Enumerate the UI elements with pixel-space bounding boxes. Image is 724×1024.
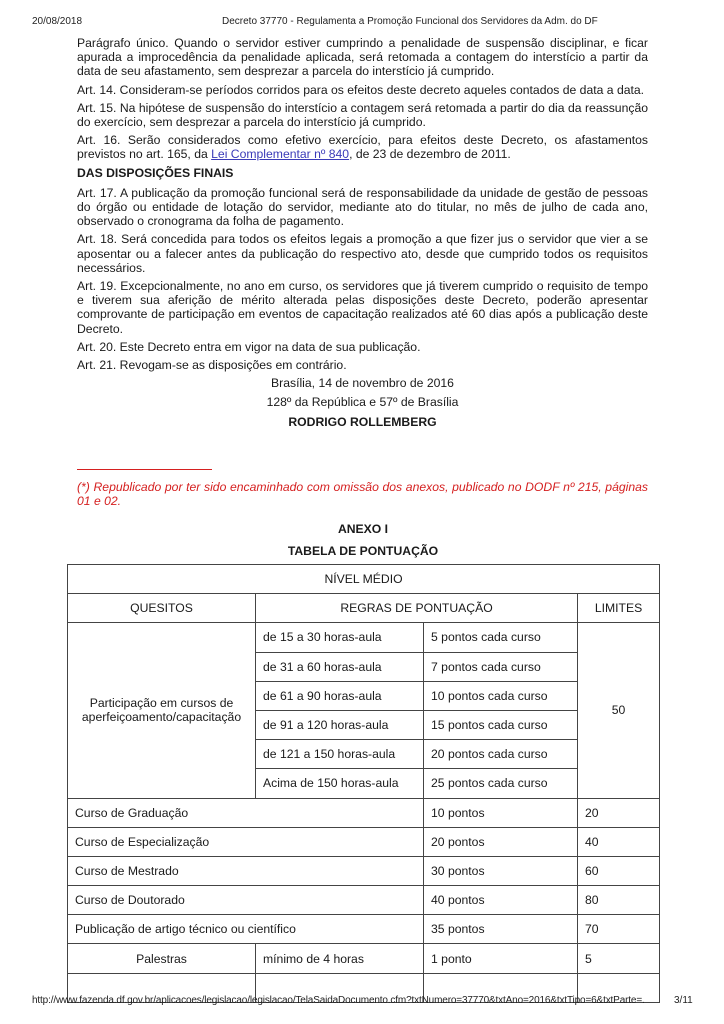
article-18: Art. 18. Será concedida para todos os efeitos legais a promoção a que fizer jus o servidor que vier a se aposentar ou a falecer antes da publicação do respectivo ato, desde que cumprido todos os requisitos necessários. — [77, 232, 648, 275]
table-cell: Curso de Mestrado — [68, 856, 424, 885]
place-date: Brasília, 14 de novembro de 2016 — [271, 376, 454, 391]
article-14: Art. 14. Consideram-se períodos corridos para os efeitos deste decreto aqueles contados de data a data. — [77, 82, 645, 97]
column-header: REGRAS DE PONTUAÇÃO — [256, 594, 578, 623]
table-cell: Palestras — [68, 944, 256, 973]
table-row — [68, 886, 660, 915]
paragrafo-unico: Parágrafo único. Quando o servidor estiver cumprindo a penalidade de suspensão disciplinar, e ficar apurada a improcedência da penalidade aplicada, será retomada a contagem do interstício a partir da data de seu afastamento, sem desprezar a parcela do interstício já cumprido. — [77, 36, 648, 79]
table-row — [68, 944, 660, 973]
document-title: Decreto 37770 - Regulamenta a Promoção Funcional dos Servidores da Adm. do DF — [222, 16, 598, 27]
table-cell: 10 pontos cada curso — [424, 681, 578, 710]
table-cell: Curso de Graduação — [68, 798, 424, 827]
article-19: Art. 19. Excepcionalmente, no ano em curso, os servidores que já tiverem cumprido o requisito de tempo e tiverem sua aferição de mérito alterada pelas disposições deste Decreto, poderão apresentar comprovante de participação em eventos de capacitação realizados até 60 dias após a publicação deste Decreto. — [77, 279, 648, 336]
table-row — [68, 827, 660, 856]
article-16-text-end: , de 23 de dezembro de 2011. — [349, 147, 511, 162]
table-row — [68, 856, 660, 885]
table-cell: 5 — [578, 944, 660, 973]
signature: RODRIGO ROLLEMBERG — [288, 414, 437, 429]
scoring-table — [67, 564, 660, 1003]
table-cell: Curso de Especialização — [68, 827, 424, 856]
table-cell: 35 pontos — [424, 915, 578, 944]
lei-complementar-840-link[interactable]: Lei Complementar nº 840 — [211, 147, 350, 162]
table-row — [68, 623, 660, 652]
page-number: 3/11 — [674, 995, 693, 1006]
table-row — [68, 798, 660, 827]
republic-line: 128º da República e 57º de Brasília — [266, 395, 459, 410]
republication-note: (*) Republicado por ter sido encaminhado com omissão dos anexos, publicado no DODF nº 215, páginas 01 e 02. — [77, 479, 648, 509]
article-20: Art. 20. Este Decreto entra em vigor na data de sua publicação. — [77, 339, 421, 354]
table-cell: 60 — [578, 856, 660, 885]
article-16-text: Art. 16. Serão considerados como efetivo exercício, para efeitos deste Decreto, os afastamentos previstos no art. 165, da — [77, 133, 648, 162]
table-cell: 7 pontos cada curso — [424, 652, 578, 681]
table-cell: 25 pontos cada curso — [424, 769, 578, 798]
table-cell: de 15 a 30 horas-aula — [256, 623, 424, 652]
table-cell: 70 — [578, 915, 660, 944]
table-cell: 40 — [578, 827, 660, 856]
article-21: Art. 21. Revogam-se as disposições em contrário. — [77, 358, 347, 373]
decree-body — [77, 36, 648, 512]
print-date: 20/08/2018 — [32, 16, 83, 27]
table-cell: mínimo de 4 horas — [256, 944, 424, 973]
table-cell: 30 pontos — [424, 856, 578, 885]
column-header: LIMITES — [578, 594, 660, 623]
course-group-limit: 50 — [578, 623, 660, 798]
table-cell: Curso de Doutorado — [68, 886, 424, 915]
column-header: QUESITOS — [68, 594, 256, 623]
table-cell: 20 — [578, 798, 660, 827]
table-cell: 20 pontos — [424, 827, 578, 856]
table-cell: de 91 a 120 horas-aula — [256, 710, 424, 739]
table-header-row — [68, 594, 660, 623]
table-cell: 20 pontos cada curso — [424, 740, 578, 769]
section-title: DAS DISPOSIÇÕES FINAIS — [77, 165, 234, 180]
table-cell: 5 pontos cada curso — [424, 623, 578, 652]
table-cell: Acima de 150 horas-aula — [256, 769, 424, 798]
table-cell: 40 pontos — [424, 886, 578, 915]
table-cell: Publicação de artigo técnico ou científico — [68, 915, 424, 944]
article-16 — [77, 133, 648, 161]
course-group-label: Participação em cursos de aperfeiçoamento/capacitação — [68, 623, 256, 798]
source-url: http://www.fazenda.df.gov.br/aplicacoes/legislacao/legislacao/TelaSaidaDocumento.cfm?txtNumero=37770&txtAno=2016&txtTipo=6&txtParte=. — [32, 995, 645, 1006]
table-cell: 10 pontos — [424, 798, 578, 827]
annex-title: ANEXO I — [337, 522, 389, 536]
annex-subtitle: TABELA DE PONTUAÇÃO — [287, 544, 439, 558]
table-cell: 80 — [578, 886, 660, 915]
table-row — [68, 915, 660, 944]
table-row — [68, 565, 660, 594]
article-17: Art. 17. A publicação da promoção funcional será de responsabilidade da unidade de gestão de pessoas do órgão ou entidade de lotação do servidor, mediante ato do titular, no mês de julho de cada ano, observado o cronograma da folha de pagamento. — [77, 185, 648, 229]
table-cell: de 31 a 60 horas-aula — [256, 652, 424, 681]
table-cell: de 121 a 150 horas-aula — [256, 740, 424, 769]
article-15: Art. 15. Na hipótese de suspensão do interstício a contagem será retomada a partir do dia da reassunção do exercício, sem desprezar a parcela do interstício já cumprido. — [77, 100, 648, 130]
table-cell: 1 ponto — [424, 944, 578, 973]
table-cell: 15 pontos cada curso — [424, 710, 578, 739]
table-cell: de 61 a 90 horas-aula — [256, 681, 424, 710]
note-divider — [77, 469, 212, 470]
level-header: NÍVEL MÉDIO — [68, 565, 660, 594]
